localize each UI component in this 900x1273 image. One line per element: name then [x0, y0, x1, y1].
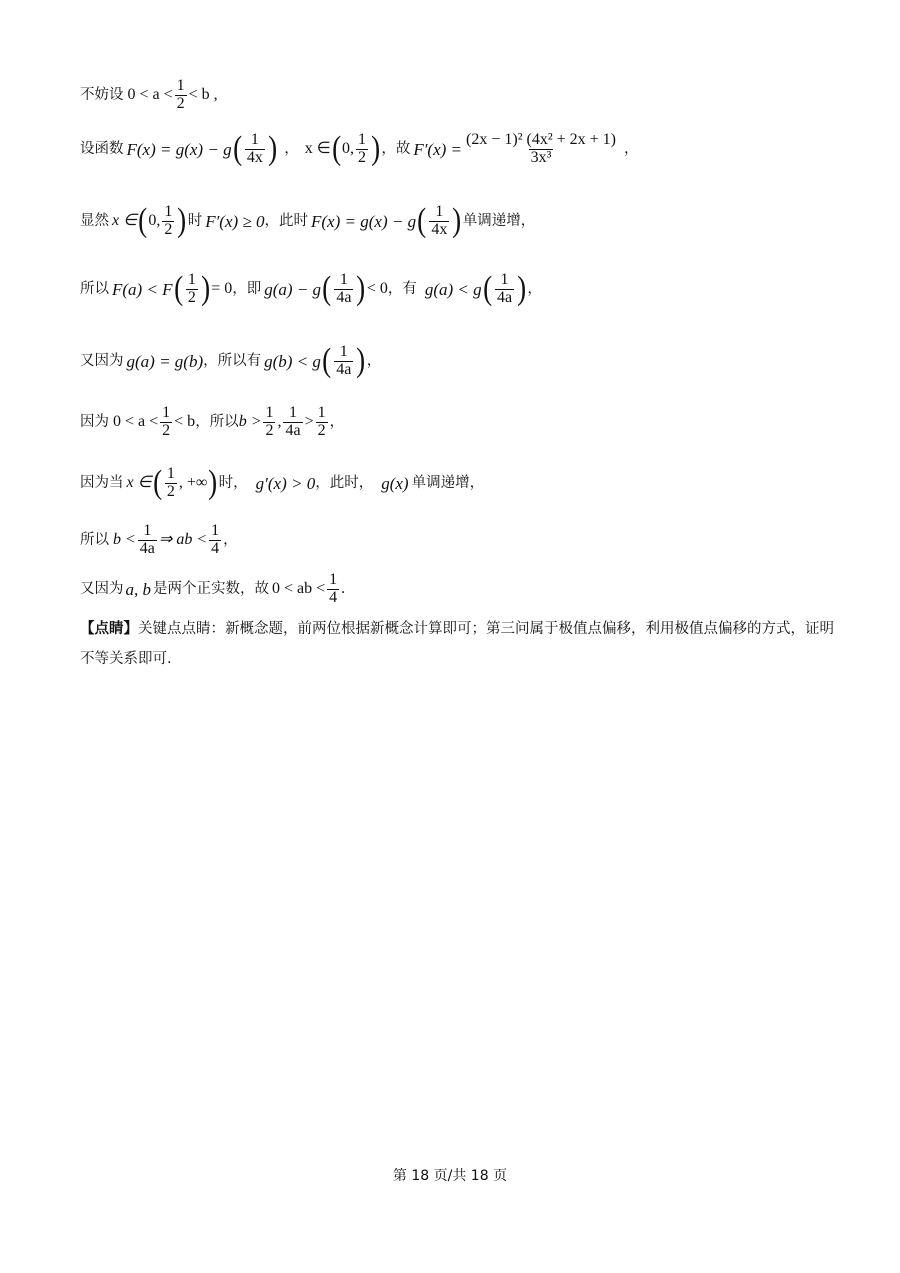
- b-less: b <: [113, 531, 136, 549]
- implication: ⇒ ab <: [158, 531, 208, 549]
- equals-zero: = 0: [211, 280, 233, 298]
- fraction-1-over-4x: $\frac{1}{4x}$: [246, 131, 263, 166]
- fraction-one-half: $\frac{1}{2}$: [164, 203, 173, 238]
- line-text: 又因为: [80, 353, 124, 370]
- line-text: 是两个正实数，故: [153, 581, 269, 598]
- line-text: 单调递增，: [411, 475, 485, 492]
- note-label: 【点睛】: [80, 621, 138, 637]
- domain-label: x ∈: [304, 140, 331, 158]
- line-text: ，所以有: [203, 353, 262, 370]
- proof-line-9: 又因为 a, b 是两个正实数，故 0 < ab < $\frac{1}{4}$ .: [80, 571, 346, 606]
- fraction-one-half: $\frac{1}{2}$: [317, 404, 326, 439]
- proof-line-1: [80, 78, 840, 113]
- proof-line-4: 所以 F(a) < F ( $\frac{1}{2}$ ) = 0 ，即 g(a) − g ( $\frac{1}{4a}$ ) < 0 ，有 g(a) < g ( $\frac{1}{4a}$ ) ，: [80, 270, 542, 308]
- derivative-label: F′(x) =: [413, 139, 463, 159]
- x-in: x ∈: [126, 474, 152, 492]
- line-text: 时，: [218, 475, 248, 492]
- g-derivative-positive: g′(x) > 0: [255, 473, 316, 493]
- b-greater: b >: [238, 413, 262, 431]
- line-text: 显然: [80, 213, 109, 230]
- fraction-one-quarter: $\frac{1}{4}$: [329, 571, 338, 606]
- fraction-1-over-4a: $\frac{1}{4a}$: [336, 343, 352, 378]
- g-expression: g(a) − g: [264, 279, 322, 299]
- fraction-one-half: $\frac{1}{2}$: [176, 77, 185, 112]
- g-equality: g(a) = g(b): [126, 351, 204, 371]
- line-text: 因为当: [80, 475, 124, 492]
- final-inequality: 0 < ab <: [272, 580, 326, 598]
- fraction-one-half: $\frac{1}{2}$: [166, 465, 175, 500]
- line-text: 不妨设: [80, 87, 124, 104]
- line-text: 单调递增，: [462, 213, 536, 230]
- fraction-one-half: $\frac{1}{2}$: [358, 131, 366, 166]
- less-than-zero: < 0: [366, 280, 388, 298]
- inequality-tail: < b: [174, 413, 196, 431]
- proof-line-2: 设函数 F(x) = g(x) − g ( $\frac{1}{4x}$ ) ， x ∈ ( 0, $\frac{1}{2}$ ) ，故 F′(x) = $\frac{\text{(2x − 1)² (4x² + 2x + 1)}}{\text{3x³}}$ ，: [80, 130, 639, 168]
- function-expression: F(x) = g(x) − g: [311, 211, 417, 231]
- line-text: ，此时，: [315, 475, 374, 492]
- infinity-bound: , +∞: [178, 474, 208, 492]
- line-text: 又因为: [80, 581, 124, 598]
- line-text: 设函数: [80, 141, 124, 158]
- line-text: ，故: [381, 141, 411, 158]
- fraction-one-half: $\frac{1}{2}$: [187, 271, 196, 306]
- line-text: ，即: [232, 281, 262, 298]
- fraction-one-half: $\frac{1}{2}$: [265, 404, 274, 439]
- inequality: 0 < a <: [127, 86, 173, 104]
- key-point-note: [80, 614, 840, 674]
- line-text: 时: [187, 213, 203, 230]
- derivative-inequality: F′(x) ≥ 0: [205, 211, 265, 231]
- line-text: 所以: [80, 281, 109, 298]
- line-text: 所以: [80, 532, 109, 549]
- fraction-1-over-4a: $\frac{1}{4a}$: [285, 404, 301, 439]
- fraction-1-over-4a: $\frac{1}{4a}$: [139, 522, 155, 557]
- inequality-tail: < b ,: [188, 86, 218, 104]
- proof-line-6: 因为 0 < a < $\frac{1}{2}$ < b ，所以 b > $\frac{1}{2}$ , $\frac{1}{4a}$ > $\frac{1}{2}$ ，: [80, 404, 345, 439]
- line-text: ，此时: [264, 213, 309, 230]
- proof-line-7: 因为当 x ∈ ( $\frac{1}{2}$ , +∞ ) 时， g′(x) > 0 ，此时， g(x) 单调递增，: [80, 464, 485, 502]
- proof-line-3: 显然 x ∈ ( 0, $\frac{1}{2}$ ) 时 F′(x) ≥ 0 ，此时 F(x) = g(x) − g ( $\frac{1}{4x}$ ) 单调递增，: [80, 202, 536, 240]
- fraction-1-over-4x: $\frac{1}{4x}$: [431, 203, 448, 238]
- g-comparison: g(b) < g: [264, 351, 321, 371]
- line-text: 因为: [80, 414, 109, 431]
- inequality: 0 < a <: [113, 413, 159, 431]
- derivative-fraction: $\frac{\text{(2x − 1)² (4x² + 2x + 1)}}{\text{3x³}}$: [466, 131, 617, 166]
- note-body: 关键点点睛：新概念题，前两位根据新概念计算即可；第三问属于极值点偏移，利用极值点偏移的方式，证明不等关系即可.: [80, 621, 834, 667]
- fraction-1-over-4a: $\frac{1}{4a}$: [336, 271, 352, 306]
- proof-line-8: 所以 b < $\frac{1}{4a}$ ⇒ ab < $\frac{1}{4}$ ，: [80, 522, 238, 557]
- line-text: ，有: [387, 281, 417, 298]
- line-text: ，所以: [195, 414, 239, 431]
- inequality: F(a) < F: [112, 279, 173, 299]
- fraction-one-quarter: $\frac{1}{4}$: [211, 522, 220, 557]
- g-of-x: g(x): [381, 473, 409, 493]
- g-comparison: g(a) < g: [424, 279, 482, 299]
- fraction-1-over-4a: $\frac{1}{4a}$: [496, 271, 513, 306]
- page-footer: 第 18 页/共 18 页: [392, 1168, 508, 1184]
- fraction-one-half: $\frac{1}{2}$: [162, 404, 171, 439]
- variables-a-b: a, b: [125, 579, 151, 599]
- proof-line-5: 又因为 g(a) = g(b) ，所以有 g(b) < g ( $\frac{1}{4a}$ ) ，: [80, 342, 382, 380]
- function-definition: F(x) = g(x) − g: [126, 139, 232, 159]
